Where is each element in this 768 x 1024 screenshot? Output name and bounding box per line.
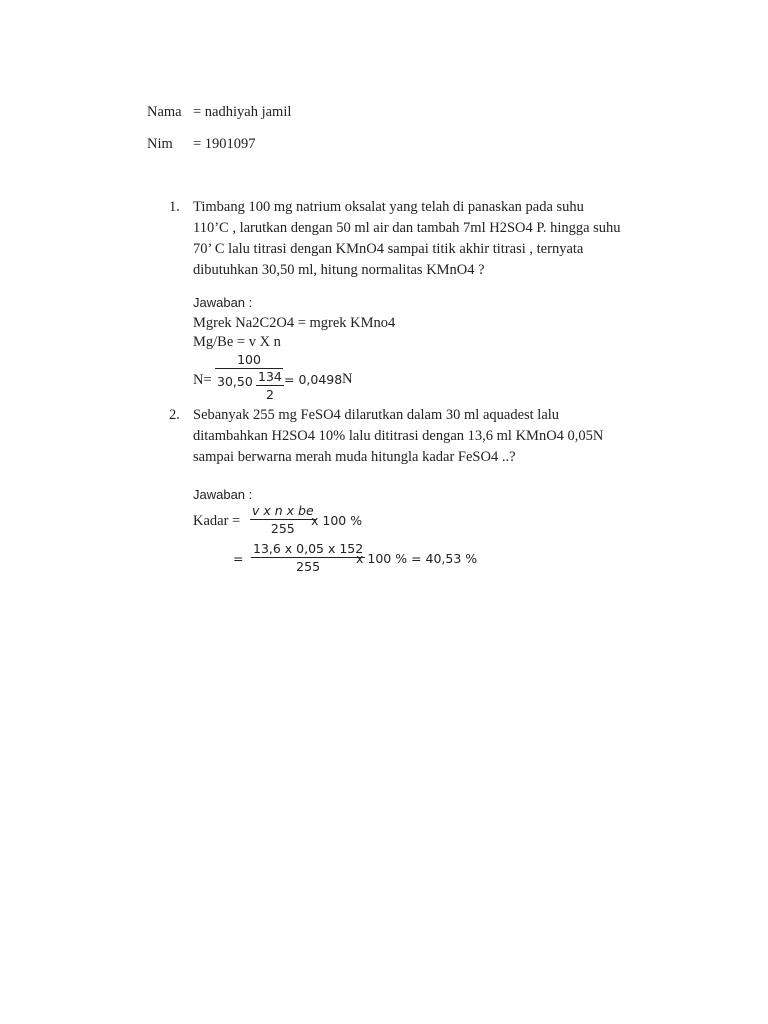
q1-line-1: Timbang 100 mg natrium oksalat yang telah di panaskan pada suhu [193, 199, 584, 215]
q1-n-den-factor: 30,50 [217, 374, 253, 389]
q2-line-3: sampai berwarna merah muda hitungla kadar FeSO4 ..? [193, 449, 516, 465]
q2-kadar-denominator: 255 [270, 521, 295, 536]
q2-calc-after: x 100 % = 40,53 % [356, 551, 478, 566]
q1-n-inner-fraction [256, 369, 284, 402]
q1-line-3: 70’ C lalu titrasi dengan KMnO4 sampai titik akhir titrasi , ternyata [193, 241, 584, 257]
q1-number: 1. [169, 199, 180, 215]
nim-label: Nim [147, 136, 173, 152]
q2-calc-fraction [251, 541, 365, 574]
q2-eq-sign: = [233, 551, 244, 566]
q2-line-2: ditambahkan H2SO4 10% lalu dititrasi dengan 13,6 ml KMnO4 0,05N [193, 428, 604, 444]
q1-n-unit: N [342, 371, 353, 387]
q1-step-1: Mgrek Na2C2O4 = mgrek KMno4 [193, 315, 396, 331]
q1-n-inner-den: 2 [265, 387, 274, 402]
q2-calc-denominator: 255 [296, 559, 321, 574]
q2-number: 2. [169, 407, 180, 423]
name-value: = nadhiyah jamil [193, 104, 292, 120]
q2-kadar-fraction [250, 503, 316, 536]
name-label: Nama [147, 104, 182, 120]
q1-line-4: dibutuhkan 30,50 ml, hitung normalitas KMnO4 ? [193, 262, 485, 278]
q2-kadar-numerator: v x n x be [252, 503, 314, 518]
q2-kadar-after: x 100 % [311, 513, 363, 528]
q1-n-numerator: 100 [237, 352, 261, 367]
q1-n-inner-num: 134 [258, 369, 282, 384]
q1-n-label: N= [193, 372, 212, 388]
q2-kadar-label: Kadar = [193, 513, 241, 529]
q2-answer-label: Jawaban : [193, 487, 253, 502]
q1-n-result: = 0,0498 [284, 372, 343, 387]
q1-line-2: 110’C , larutkan dengan 50 ml air dan tambah 7ml H2SO4 P. hingga suhu [193, 220, 621, 236]
nim-value: = 1901097 [193, 136, 256, 152]
q1-step-2: Mg/Be = v X n [193, 334, 281, 350]
q1-answer-label: Jawaban : [193, 295, 253, 310]
q2-line-1: Sebanyak 255 mg FeSO4 dilarutkan dalam 30 ml aquadest lalu [193, 407, 560, 423]
q2-calc-numerator: 13,6 x 0,05 x 152 [253, 541, 364, 556]
